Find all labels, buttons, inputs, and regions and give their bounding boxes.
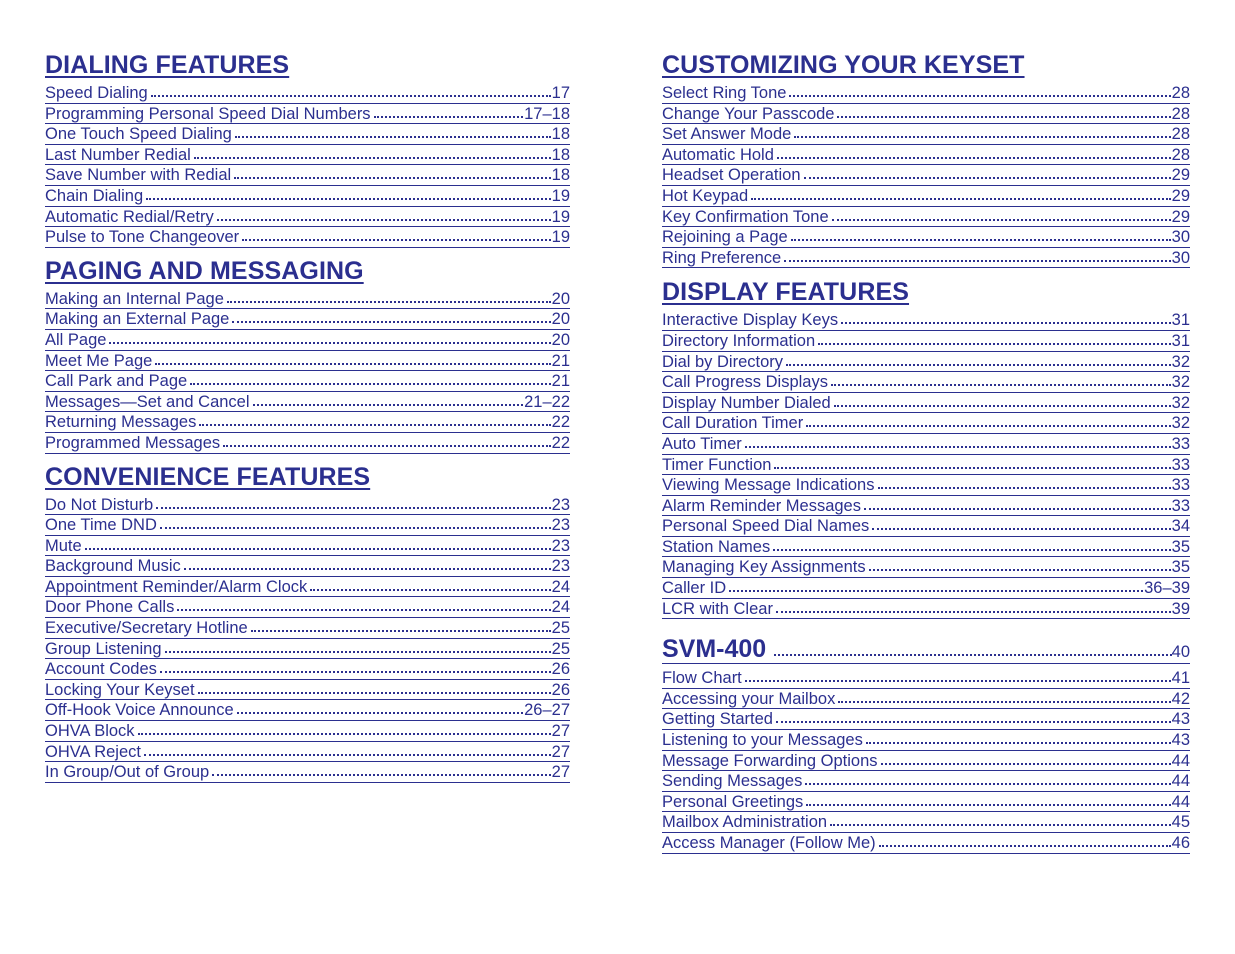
entry-page-number: 30	[1171, 248, 1190, 267]
dot-leader	[235, 125, 551, 139]
section-title: SVM-400	[662, 635, 767, 664]
section-title[interactable]: PAGING AND MESSAGING	[45, 256, 364, 285]
dot-leader	[831, 373, 1171, 387]
entry-page-number: 24	[551, 598, 570, 617]
dot-leader	[841, 311, 1171, 325]
toc-entry-headset-operation[interactable]	[662, 165, 1190, 186]
entry-label: Select Ring Tone	[662, 84, 787, 102]
toc-entry-automatic-redial-retry[interactable]	[45, 207, 570, 228]
entry-page-number: 23	[551, 516, 570, 535]
entry-page-number: 42	[1171, 689, 1190, 708]
toc-entry-last-number-redial[interactable]	[45, 145, 570, 166]
entry-page-number: 29	[1171, 166, 1190, 185]
dot-leader	[773, 538, 1170, 552]
dot-leader	[177, 598, 550, 612]
dot-leader	[786, 353, 1171, 367]
entry-label: Rejoining a Page	[662, 228, 788, 247]
entry-page-number: 44	[1171, 772, 1190, 791]
entry-page-number: 32	[1171, 352, 1190, 371]
toc-entry-do-not-disturb[interactable]	[45, 495, 570, 516]
section-spacer	[662, 268, 1190, 277]
entry-page-number: 33	[1171, 476, 1190, 495]
entry-label: One Time DND	[45, 516, 157, 535]
toc-entry-viewing-message-indications[interactable]	[662, 475, 1190, 496]
toc-entry-timer-function[interactable]	[662, 455, 1190, 476]
entry-label: Door Phone Calls	[45, 598, 175, 617]
entry-page-number: 45	[1171, 813, 1190, 832]
dot-leader	[837, 105, 1170, 119]
section-title[interactable]: DIALING FEATURES	[45, 51, 290, 79]
entry-page-number: 23	[551, 557, 570, 576]
entry-label: Personal Speed Dial Names	[662, 517, 870, 536]
dot-leader	[237, 701, 523, 715]
toc-entry-select-ring-tone[interactable]	[662, 83, 1190, 104]
toc-entry-making-an-external-page[interactable]	[45, 309, 570, 330]
toc-entry-managing-key-assignments[interactable]	[662, 557, 1190, 578]
entry-page-number: 32	[1171, 414, 1190, 433]
toc-entry-returning-messages[interactable]	[45, 412, 570, 433]
entry-label: Call Park and Page	[45, 372, 188, 391]
dot-leader	[838, 690, 1170, 704]
toc-entry-caller-id[interactable]	[662, 578, 1190, 599]
section-customizing-your-keyset	[662, 50, 1190, 268]
dot-leader	[374, 105, 524, 119]
entry-label: Call Duration Timer	[662, 414, 804, 433]
toc-entry-rejoining-a-page[interactable]	[662, 227, 1190, 248]
entry-label: Station Names	[662, 537, 771, 556]
entry-label: Executive/Secretary Hotline	[45, 619, 248, 638]
toc-entry-flow-chart[interactable]	[662, 668, 1190, 689]
toc-entry-messages-set-and-cancel[interactable]	[45, 392, 570, 413]
toc-entry-appointment-reminder-alarm-clock[interactable]	[45, 577, 570, 598]
dot-leader	[146, 187, 551, 201]
entry-label: Automatic Hold	[662, 145, 774, 164]
dot-leader	[805, 772, 1170, 786]
entry-label: Alarm Reminder Messages	[662, 496, 861, 515]
dot-leader	[160, 660, 551, 674]
entry-page-number: 26	[551, 680, 570, 699]
toc-entry-station-names[interactable]	[662, 537, 1190, 558]
entry-page-number: 27	[551, 763, 570, 782]
toc-entry-getting-started[interactable]	[662, 709, 1190, 730]
dot-leader	[223, 434, 550, 448]
entry-label: Ring Preference	[662, 248, 782, 267]
toc-entry-background-music[interactable]	[45, 556, 570, 577]
dot-leader	[232, 310, 550, 324]
dot-leader	[791, 228, 1171, 242]
entry-label: Group Listening	[45, 639, 162, 658]
entry-page-number: 19	[551, 228, 570, 247]
entry-page-number: 21–22	[524, 392, 570, 411]
entry-page-number: 43	[1171, 731, 1190, 750]
entry-label: Access Manager (Follow Me)	[662, 834, 876, 852]
dot-leader	[212, 763, 550, 777]
entry-label: Appointment Reminder/Alarm Clock	[45, 577, 308, 596]
dot-leader	[729, 579, 1143, 593]
entry-page-number: 19	[551, 186, 570, 205]
dot-leader	[217, 208, 551, 222]
entry-page-number: 18	[551, 145, 570, 164]
section-spacer	[45, 248, 570, 256]
toc-entry-dial-by-directory[interactable]	[662, 352, 1190, 373]
section-spacer	[45, 454, 570, 462]
toc-entry-call-park-and-page[interactable]	[45, 371, 570, 392]
entry-label: Background Music	[45, 557, 181, 576]
toc-entry-door-phone-calls[interactable]	[45, 597, 570, 618]
entry-page-number: 33	[1171, 434, 1190, 453]
entry-list	[662, 668, 1190, 853]
toc-entry-in-group-out-of-group[interactable]	[45, 762, 570, 783]
entry-label: Dial by Directory	[662, 352, 784, 371]
dot-leader	[872, 517, 1170, 531]
dot-leader	[151, 84, 551, 98]
entry-label: Do Not Disturb	[45, 495, 154, 514]
entry-page-number: 27	[551, 742, 570, 761]
toc-entry-auto-timer[interactable]	[662, 434, 1190, 455]
entry-page-number: 44	[1171, 792, 1190, 811]
toc-entry-locking-your-keyset[interactable]	[45, 680, 570, 701]
dot-leader	[155, 352, 550, 366]
toc-entry-set-answer-mode[interactable]	[662, 124, 1190, 145]
entry-page-number: 43	[1171, 710, 1190, 729]
entry-label: Sending Messages	[662, 772, 803, 791]
toc-entry-hot-keypad[interactable]	[662, 186, 1190, 207]
toc-entry-lcr-with-clear[interactable]	[662, 599, 1190, 620]
toc-entry-mailbox-administration[interactable]	[662, 812, 1190, 833]
dot-leader	[777, 146, 1171, 160]
entry-page-number: 33	[1171, 496, 1190, 515]
entry-list	[45, 289, 570, 454]
right-column	[662, 50, 1190, 854]
dot-leader	[310, 578, 550, 592]
toc-entry-display-number-dialed[interactable]	[662, 393, 1190, 414]
entry-page-number: 26	[551, 660, 570, 679]
entry-list	[662, 310, 1190, 619]
section-title[interactable]: CONVENIENCE FEATURES	[45, 462, 371, 491]
section-dialing-features	[45, 50, 570, 248]
toc-entry-ring-preference[interactable]	[662, 248, 1190, 269]
entry-label: Pulse to Tone Changeover	[45, 228, 240, 247]
entry-label: All Page	[45, 330, 107, 349]
toc-entry-change-your-passcode[interactable]	[662, 104, 1190, 125]
entry-label: Auto Timer	[662, 434, 742, 453]
entry-label: Change Your Passcode	[662, 104, 835, 123]
toc-entry-executive-secretary-hotline[interactable]	[45, 618, 570, 639]
entry-label: Mailbox Administration	[662, 813, 828, 832]
entry-page-number: 25	[551, 619, 570, 638]
dot-leader	[776, 600, 1171, 614]
entry-page-number: 24	[551, 577, 570, 596]
dot-leader	[144, 743, 551, 757]
entry-page-number: 32	[1171, 373, 1190, 392]
entry-page-number: 44	[1171, 751, 1190, 770]
toc-entry-programmed-messages[interactable]	[45, 433, 570, 454]
entry-label: Accessing your Mailbox	[662, 689, 836, 708]
dot-leader	[745, 435, 1171, 449]
entry-page-number: 21	[551, 372, 570, 391]
toc-entry-one-touch-speed-dialing[interactable]	[45, 124, 570, 145]
entry-page-number: 17–18	[524, 104, 570, 123]
entry-label: In Group/Out of Group	[45, 763, 210, 782]
entry-page-number: 25	[551, 639, 570, 658]
dot-leader	[751, 187, 1170, 201]
entry-page-number: 31	[1171, 311, 1190, 330]
entry-page-number: 20	[551, 310, 570, 329]
entry-label: Off-Hook Voice Announce	[45, 701, 234, 720]
entry-page-number: 27	[551, 722, 570, 741]
toc-entry-all-page[interactable]	[45, 330, 570, 351]
entry-label: Messages—Set and Cancel	[45, 392, 250, 411]
section-paging-and-messaging	[45, 256, 570, 454]
dot-leader	[794, 125, 1170, 139]
toc-entry-save-number-with-redial[interactable]	[45, 165, 570, 186]
dot-leader	[156, 496, 550, 510]
toc-entry-ohva-reject[interactable]	[45, 742, 570, 763]
dot-leader	[774, 643, 1171, 657]
entry-page-number: 18	[551, 125, 570, 144]
dot-leader	[198, 681, 551, 695]
toc-entry-mute[interactable]	[45, 536, 570, 557]
entry-page-number: 29	[1171, 186, 1190, 205]
entry-page-number: 17	[551, 84, 570, 102]
entry-label: Returning Messages	[45, 413, 197, 432]
dot-leader	[864, 497, 1171, 511]
entry-page-number: 20	[551, 289, 570, 308]
toc-entry-automatic-hold[interactable]	[662, 145, 1190, 166]
dot-leader	[194, 146, 551, 160]
entry-label: One Touch Speed Dialing	[45, 125, 232, 144]
toc-entry-message-forwarding-options[interactable]	[662, 751, 1190, 772]
dot-leader	[109, 331, 550, 345]
entry-label: Account Codes	[45, 660, 157, 679]
dot-leader	[85, 537, 551, 551]
dot-leader	[879, 834, 1171, 848]
toc-entry-accessing-your-mailbox[interactable]	[662, 689, 1190, 710]
dot-leader	[745, 669, 1171, 683]
dot-leader	[866, 731, 1171, 745]
entry-list	[45, 495, 570, 783]
entry-page-number: 30	[1171, 228, 1190, 247]
entry-page-number: 32	[1171, 393, 1190, 412]
dot-leader	[234, 166, 550, 180]
toc-entry-call-progress-displays[interactable]	[662, 372, 1190, 393]
toc-entry-personal-greetings[interactable]	[662, 792, 1190, 813]
dot-leader	[869, 558, 1171, 572]
dot-leader	[806, 793, 1170, 807]
dot-leader	[830, 813, 1171, 827]
section-spacer	[662, 619, 1190, 635]
entry-label: Mute	[45, 536, 82, 555]
toc-entry-alarm-reminder-messages[interactable]	[662, 496, 1190, 517]
svm-heading-row[interactable]	[662, 635, 1190, 664]
toc-entry-access-manager-follow-me[interactable]	[662, 833, 1190, 854]
entry-label: Key Confirmation Tone	[662, 207, 829, 226]
dot-leader	[789, 84, 1170, 98]
left-column	[45, 50, 570, 783]
toc-entry-personal-speed-dial-names[interactable]	[662, 516, 1190, 537]
entry-label: Hot Keypad	[662, 186, 749, 205]
entry-page-number: 31	[1171, 331, 1190, 350]
entry-page-number: 23	[551, 495, 570, 514]
dot-leader	[832, 208, 1171, 222]
entry-page-number: 35	[1171, 558, 1190, 577]
entry-page-number: 28	[1171, 104, 1190, 123]
entry-label: Listening to your Messages	[662, 731, 863, 750]
entry-page-number: 23	[551, 536, 570, 555]
entry-page-number: 19	[551, 207, 570, 226]
entry-label: Display Number Dialed	[662, 393, 831, 412]
entry-label: Programming Personal Speed Dial Numbers	[45, 104, 371, 123]
entry-page-number: 39	[1171, 599, 1190, 618]
dot-leader	[165, 640, 551, 654]
entry-label: Automatic Redial/Retry	[45, 207, 214, 226]
entry-page-number: 20	[551, 330, 570, 349]
dot-leader	[804, 166, 1171, 180]
entry-label: Getting Started	[662, 710, 773, 729]
toc-entry-pulse-to-tone-changeover[interactable]	[45, 227, 570, 248]
toc-entry-speed-dialing[interactable]	[45, 83, 570, 104]
entry-label: Making an External Page	[45, 310, 230, 329]
toc-entry-interactive-display-keys[interactable]	[662, 310, 1190, 331]
toc-entry-directory-information[interactable]	[662, 331, 1190, 352]
dot-leader	[190, 372, 550, 386]
entry-page-number: 33	[1171, 455, 1190, 474]
toc-entry-chain-dialing[interactable]	[45, 186, 570, 207]
section-title[interactable]: CUSTOMIZING YOUR KEYSET	[662, 51, 1025, 79]
section-svm-400	[662, 635, 1190, 853]
dot-leader	[138, 722, 551, 736]
entry-page-number: 34	[1171, 517, 1190, 536]
toc-entry-sending-messages[interactable]	[662, 771, 1190, 792]
entry-list	[45, 83, 570, 248]
entry-label: Save Number with Redial	[45, 166, 232, 185]
entry-page-number: 28	[1171, 84, 1190, 102]
section-display-features	[662, 277, 1190, 619]
dot-leader	[784, 249, 1170, 263]
toc-entry-key-confirmation-tone[interactable]	[662, 207, 1190, 228]
entry-label: Meet Me Page	[45, 351, 153, 370]
entry-label: Viewing Message Indications	[662, 476, 875, 495]
section-title[interactable]: DISPLAY FEATURES	[662, 278, 910, 307]
dot-leader	[774, 456, 1170, 470]
entry-page-number: 18	[551, 166, 570, 185]
dot-leader	[834, 394, 1171, 408]
entry-page-number: 35	[1171, 537, 1190, 556]
entry-page-number: 28	[1171, 125, 1190, 144]
toc-entry-group-listening[interactable]	[45, 639, 570, 660]
entry-label: Message Forwarding Options	[662, 751, 878, 770]
dot-leader	[160, 516, 551, 530]
entry-label: Programmed Messages	[45, 433, 221, 452]
entry-label: Making an Internal Page	[45, 289, 224, 308]
toc-entry-meet-me-page[interactable]	[45, 351, 570, 372]
dot-leader	[251, 619, 551, 633]
dot-leader	[242, 228, 550, 242]
toc-entry-account-codes[interactable]	[45, 659, 570, 680]
entry-page-number: 40	[1171, 643, 1190, 662]
toc-entry-listening-to-your-messages[interactable]	[662, 730, 1190, 751]
toc-entry-one-time-dnd[interactable]	[45, 515, 570, 536]
entry-label: Flow Chart	[662, 669, 742, 688]
entry-label: Headset Operation	[662, 166, 801, 185]
entry-label: LCR with Clear	[662, 599, 773, 618]
entry-label: Last Number Redial	[45, 145, 191, 164]
toc-entry-off-hook-voice-announce[interactable]	[45, 700, 570, 721]
entry-label: Directory Information	[662, 331, 816, 350]
entry-label: Speed Dialing	[45, 84, 148, 102]
entry-page-number: 22	[551, 413, 570, 432]
entry-label: Locking Your Keyset	[45, 680, 195, 699]
entry-page-number: 28	[1171, 145, 1190, 164]
entry-label: Personal Greetings	[662, 792, 804, 811]
toc-entry-programming-personal-speed-dial-numbers[interactable]	[45, 104, 570, 125]
entry-label: OHVA Block	[45, 722, 135, 741]
entry-label: Interactive Display Keys	[662, 311, 839, 330]
entry-label: Timer Function	[662, 455, 772, 474]
dot-leader	[199, 413, 550, 427]
dot-leader	[878, 476, 1171, 490]
section-convenience-features	[45, 462, 570, 783]
dot-leader	[184, 557, 551, 571]
dot-leader	[881, 752, 1171, 766]
entry-page-number: 21	[551, 351, 570, 370]
entry-page-number: 41	[1171, 669, 1190, 688]
toc-entry-making-an-internal-page[interactable]	[45, 289, 570, 310]
dot-leader	[227, 290, 551, 304]
entry-page-number: 36–39	[1144, 579, 1190, 598]
dot-leader	[776, 710, 1171, 724]
entry-list	[662, 83, 1190, 268]
toc-entry-ohva-block[interactable]	[45, 721, 570, 742]
dot-leader	[253, 393, 524, 407]
entry-label: Call Progress Displays	[662, 373, 828, 392]
dot-leader	[818, 332, 1171, 346]
entry-page-number: 46	[1171, 834, 1190, 852]
toc-entry-call-duration-timer[interactable]	[662, 413, 1190, 434]
entry-label: Set Answer Mode	[662, 125, 792, 144]
entry-page-number: 29	[1171, 207, 1190, 226]
dot-leader	[806, 414, 1170, 428]
entry-label: Caller ID	[662, 579, 727, 598]
entry-label: OHVA Reject	[45, 742, 141, 761]
entry-label: Chain Dialing	[45, 186, 144, 205]
entry-page-number: 22	[551, 433, 570, 452]
entry-label: Managing Key Assignments	[662, 558, 866, 577]
entry-page-number: 26–27	[524, 701, 570, 720]
